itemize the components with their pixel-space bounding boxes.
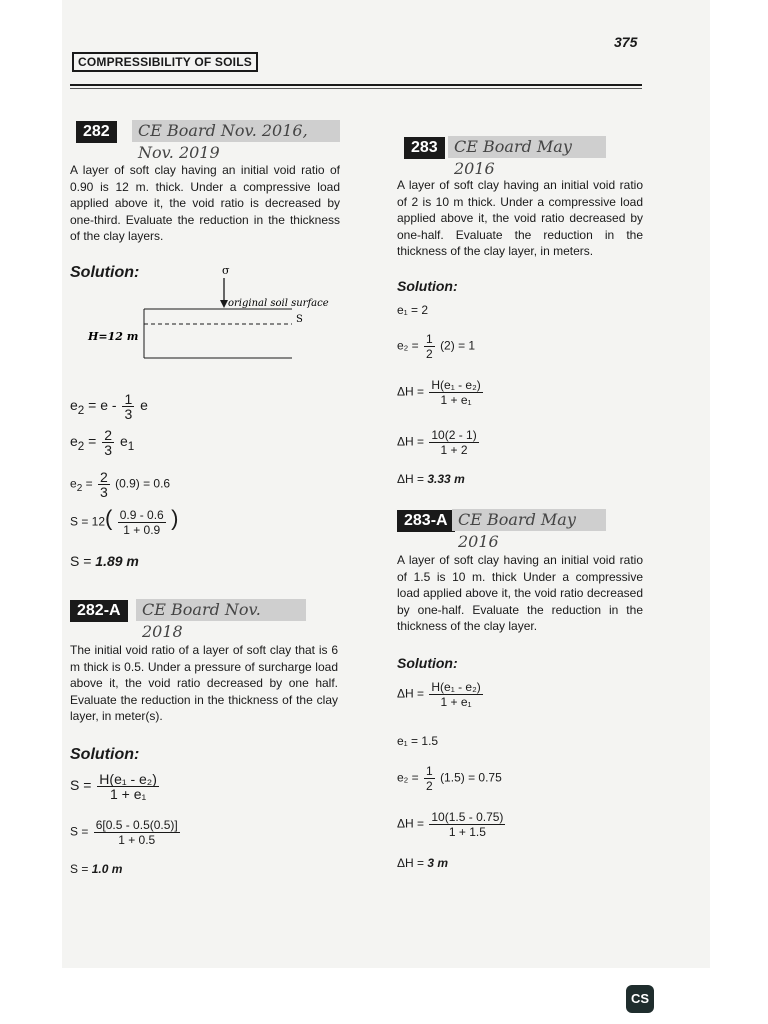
problem-283-solution-label: Solution: bbox=[397, 278, 458, 294]
p283-dh1: ΔH = $\frac{\text{H(e₁ - e₂)}}{\text{1 + e₁}}$ bbox=[397, 378, 481, 407]
p283-e2: e₂ = $\frac{1}{2}$ (2) = 1 bbox=[397, 332, 476, 361]
surface-label: original soil surface bbox=[228, 298, 329, 309]
problem-283-text: A layer of soft clay having an initial void ratio of 2 is 10 m thick. Under a compressive load applied above it, the void ratio decreased by one-half. Evaluate the reduction in the thickness of the clay layer, in meters. bbox=[397, 178, 643, 258]
p282a-answer: S = 1.0 m bbox=[70, 862, 123, 876]
p283a-dh2: ΔH = $\frac{10(1.5 - 0.75)}{1 + 1.5}$ bbox=[397, 810, 504, 839]
load-arrow-head bbox=[220, 300, 228, 308]
camscanner-logo: CS bbox=[626, 985, 654, 1013]
p283-dh2: ΔH = $\frac{10(2 - 1)}{1 + 2}$ bbox=[397, 428, 477, 457]
problem-283a-text: A layer of soft clay having an initial void ratio of 1.5 is 10 m. thick Under a compressive load applied above it, the void ratio decreased by one-half. Evaluate the reduction in the thickness of the clay layer. bbox=[397, 553, 643, 633]
sigma-label: σ bbox=[222, 264, 230, 277]
problem-283a-board: CE Board May 2016 bbox=[452, 509, 606, 531]
problem-282-solution-label: Solution: bbox=[70, 264, 140, 281]
problem-282-text: A layer of soft clay having an initial void ratio of 0.90 is 12 m. thick. Under a compressive load applied above it, the void ratio is decreased by one-third. Evaluate the reduction in the thickness of the clay layers. bbox=[70, 163, 340, 243]
p283-answer: ΔH = 3.33 m bbox=[397, 472, 465, 486]
p282-eq4: S = 12( $\frac{0.9 - 0.6}{1 + 0.9}$ ) bbox=[70, 505, 179, 537]
p282-eq1: $e_2 = e$ - $\frac{1}{3}$ e bbox=[70, 391, 148, 422]
problem-282-board: CE Board Nov. 2016, Nov. 2019 bbox=[132, 120, 340, 142]
problem-282a-solution-label: Solution: bbox=[70, 746, 140, 763]
problem-282-number: 282 bbox=[76, 121, 117, 143]
settlement-label: S bbox=[296, 314, 303, 325]
problem-282a-number: 282-A bbox=[70, 600, 128, 622]
problem-283-board: CE Board May 2016 bbox=[448, 136, 606, 158]
problem-282a-board: CE Board Nov. 2018 bbox=[136, 599, 306, 621]
problem-283-number: 283 bbox=[404, 137, 445, 159]
p283a-e1: e₁ = 1.5 bbox=[397, 734, 439, 748]
page-number: 375 bbox=[614, 34, 638, 50]
p283a-answer: ΔH = 3 m bbox=[397, 856, 449, 870]
problem-282a-text: The initial void ratio of a layer of soft clay that is 6 m thick is 0.5. Under a pressure of surcharge load above it, the void ratio decreased by one half. Evaluate the reduction in the thickness of the clay layer, in meter(s). bbox=[70, 643, 338, 723]
p283a-e2: e₂ = $\frac{1}{2}$ (1.5) = 0.75 bbox=[397, 764, 502, 793]
p282-eq2: $e_2$ = $\frac{2}{3}$ $e_1$ bbox=[70, 427, 135, 458]
thickness-label: H=12 m bbox=[88, 330, 139, 343]
p283a-dh1: ΔH = $\frac{\text{H(e₁ - e₂)}}{\text{1 + e₁}}$ bbox=[397, 680, 481, 709]
header-rule bbox=[70, 84, 642, 86]
problem-283a-number: 283-A bbox=[397, 510, 455, 532]
p282-answer: S = 1.89 m bbox=[70, 553, 139, 569]
problem-283a-solution-label: Solution: bbox=[397, 655, 458, 671]
p282-eq3: $e_2$ = $\frac{2}{3}$ (0.9) = 0.6 bbox=[70, 469, 171, 500]
p283-e1: e₁ = 2 bbox=[397, 303, 429, 317]
soil-layer-diagram bbox=[84, 262, 329, 367]
chapter-title: COMPRESSIBILITY OF SOILS bbox=[72, 52, 258, 72]
p282a-eq1: S = $\frac{\text{H(e₁ - e₂)}}{\text{1 + e₁}}$ bbox=[70, 771, 157, 802]
header-rule-thin bbox=[70, 88, 642, 89]
p282a-eq2: S = $\frac{6[0.5 - 0.5(0.5)]}{1 + 0.5}$ bbox=[70, 818, 178, 847]
